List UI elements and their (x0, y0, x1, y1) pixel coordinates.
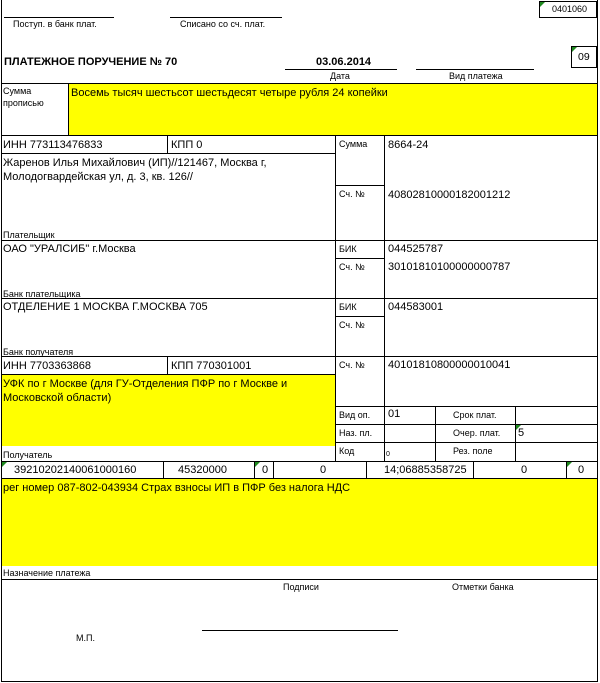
payer-bik-label: БИК (339, 244, 357, 254)
payee-bik-value: 044583001 (388, 301, 444, 313)
payer-inn-line (1, 153, 335, 154)
payee-bik-line (335, 316, 384, 317)
payer-account-value: 40802810000182001212 (388, 189, 511, 201)
term-label: Срок плат. (453, 410, 497, 420)
payee-top-line (1, 356, 598, 357)
payment-kind-line (416, 69, 534, 70)
op-type-label: Вид оп. (339, 410, 371, 420)
received-label: Поступ. в банк плат. (13, 19, 97, 29)
payer-bank-top-line (1, 240, 598, 241)
payee-inn: ИНН 7703363868 (3, 360, 92, 372)
tax-doc-date: 0 (521, 464, 528, 476)
form-code: 0401060 (552, 4, 588, 14)
priority-label: Очер. плат. (453, 428, 501, 438)
payee-acc-value: 40101810800000010041 (388, 359, 511, 371)
codes-divider (435, 406, 436, 461)
payer-bank-label: Банк плательщика (3, 289, 81, 299)
amount-words-field (68, 84, 597, 135)
payer-name: Жаренов Илья Михайлович (ИП)//121467, Москва г, Молодогвардейская ул, д. 3, кв. 126// (3, 157, 267, 183)
payee-name: УФК по г Москве (для ГУ-Отделения ПФР по г Москве и Московской области) (3, 378, 288, 404)
tax-kbk: 39210202140061000160 (14, 464, 137, 476)
codes-low-line (335, 442, 598, 443)
tax-div-4 (366, 461, 367, 478)
payee-kpp-divider (167, 356, 168, 374)
tax-div-3 (273, 461, 274, 478)
payer-bank-acc-value: 30101810100000000787 (388, 261, 511, 273)
payment-kind-label: Вид платежа (449, 71, 503, 81)
payee-kpp: КПП 770301001 (171, 360, 252, 372)
page-title: ПЛАТЕЖНОЕ ПОРУЧЕНИЕ № 70 (4, 56, 178, 68)
amount-bottom-line (335, 185, 384, 186)
stamp-label: М.П. (76, 633, 95, 643)
payer-bank-acc-label: Сч. № (339, 262, 365, 272)
op-type-value: 01 (388, 408, 401, 420)
amount-words-value: Восемь тысяч шестьсот шестьдесят четыре рубля 24 копейки (71, 87, 388, 99)
payee-bank-label: Банк получателя (3, 347, 74, 357)
payee-bik-label: БИК (339, 302, 357, 312)
amount-words-label-2: прописью (3, 98, 44, 108)
date-value: 03.06.2014 (316, 56, 372, 68)
marker-icon (572, 47, 577, 52)
marker-icon (540, 2, 545, 7)
status-box (571, 46, 597, 68)
codes-mid-line (335, 424, 598, 425)
code-value: 0 (386, 451, 390, 458)
tax-doc-number: 14;06885358725 (384, 464, 467, 476)
payee-label: Получатель (3, 450, 53, 460)
purpose-code-label: Наз. пл. (339, 428, 373, 438)
code-label: Код (339, 446, 355, 456)
date-label: Дата (330, 71, 350, 81)
date-line (285, 69, 397, 70)
received-line (4, 17, 114, 18)
payer-account-label: Сч. № (339, 189, 365, 199)
tax-div-5 (473, 461, 474, 478)
amount-label: Сумма (339, 139, 368, 149)
reserve-label: Рез. поле (453, 446, 493, 456)
status-code: 09 (578, 51, 590, 63)
purpose-text: рег номер 087-802-043934 Страх взносы ИП в ПФР без налога НДС (3, 482, 351, 494)
tax-period: 0 (320, 464, 327, 476)
frame-bottom (1, 681, 598, 682)
payer-bank-name: ОАО "УРАЛСИБ" г.Москва (3, 243, 136, 255)
form-code-box (539, 1, 597, 18)
payer-inn: ИНН 773113476833 (3, 139, 103, 151)
payer-kpp: КПП 0 (171, 139, 203, 151)
words-divider (68, 84, 69, 135)
tax-oktmo: 45320000 (178, 464, 227, 476)
marker-icon (255, 462, 260, 467)
signatures-label: Подписи (283, 582, 319, 592)
tax-div-1 (163, 461, 164, 478)
debited-line (170, 17, 282, 18)
payer-bik-value: 044525787 (388, 243, 444, 255)
amount-words-label-1: Сумма (3, 86, 32, 96)
payer-top-line (1, 135, 598, 136)
payer-label: Плательщик (3, 230, 55, 240)
purpose-bottom-line (1, 579, 598, 580)
codes-top-line (335, 406, 598, 407)
payer-bik-line (335, 258, 384, 259)
amount-value: 8664-24 (388, 139, 429, 151)
kpp-divider (167, 135, 168, 153)
signature-line (202, 630, 398, 631)
tax-type: 0 (578, 464, 585, 476)
purpose-field (2, 479, 597, 566)
tax-top-line (1, 461, 598, 462)
marker-icon (567, 462, 572, 467)
bank-marks-label: Отметки банка (452, 582, 514, 592)
payee-bank-top-line (1, 298, 598, 299)
codes-value-divider (515, 406, 516, 461)
payee-name-field (2, 375, 335, 446)
payee-bank-name: ОТДЕЛЕНИЕ 1 МОСКВА Г.МОСКВА 705 (3, 301, 208, 313)
payee-bank-acc-label: Сч. № (339, 320, 365, 330)
tax-basis: 0 (262, 464, 269, 476)
debited-label: Списано со сч. плат. (180, 19, 266, 29)
priority-value: 5 (518, 427, 525, 439)
marker-icon (2, 462, 7, 467)
payee-acc-label: Сч. № (339, 360, 365, 370)
purpose-label: Назначение платежа (3, 568, 91, 578)
